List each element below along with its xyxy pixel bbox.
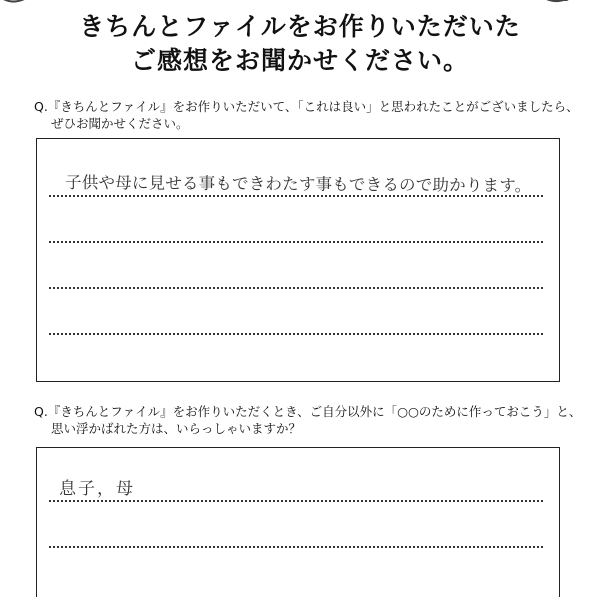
page-title (0, 10, 600, 78)
question-1 (34, 98, 579, 132)
answer-line (49, 287, 543, 289)
corner-scan-mark (538, 0, 572, 8)
handwritten-answer-1: 子供や母に見せる事もできわたす事もできるので助かります。 (65, 173, 532, 196)
answer-line (49, 241, 543, 243)
answer-box-2[interactable] (36, 447, 560, 597)
page-title-line-2: ご感想をお聞かせください。 (130, 46, 469, 75)
answer-box-1[interactable] (36, 138, 560, 382)
handwritten-answer-2: 息子，母 (59, 479, 135, 499)
corner-scan-mark (0, 0, 34, 8)
question-1-text-line-2: ぜひお聞かせください。 (51, 116, 189, 131)
page-title-line-1: きちんとファイルをお作りいただいた (79, 12, 521, 41)
question-2-text-line-2: 思い浮かばれた方は、いらっしゃいますか？ (51, 421, 302, 436)
answer-line (49, 546, 543, 548)
answer-line (49, 333, 543, 335)
question-2-text-line-1: Q.『きちんとファイル』をお作りいただくとき、ご自分以外に「○○のために作っておこう」と、 (34, 404, 582, 419)
answer-line (49, 500, 543, 502)
question-2 (34, 403, 582, 437)
question-1-text-line-1: Q.『きちんとファイル』をお作りいただいて、「これは良い」と思われたことがございましたら、 (34, 99, 579, 114)
